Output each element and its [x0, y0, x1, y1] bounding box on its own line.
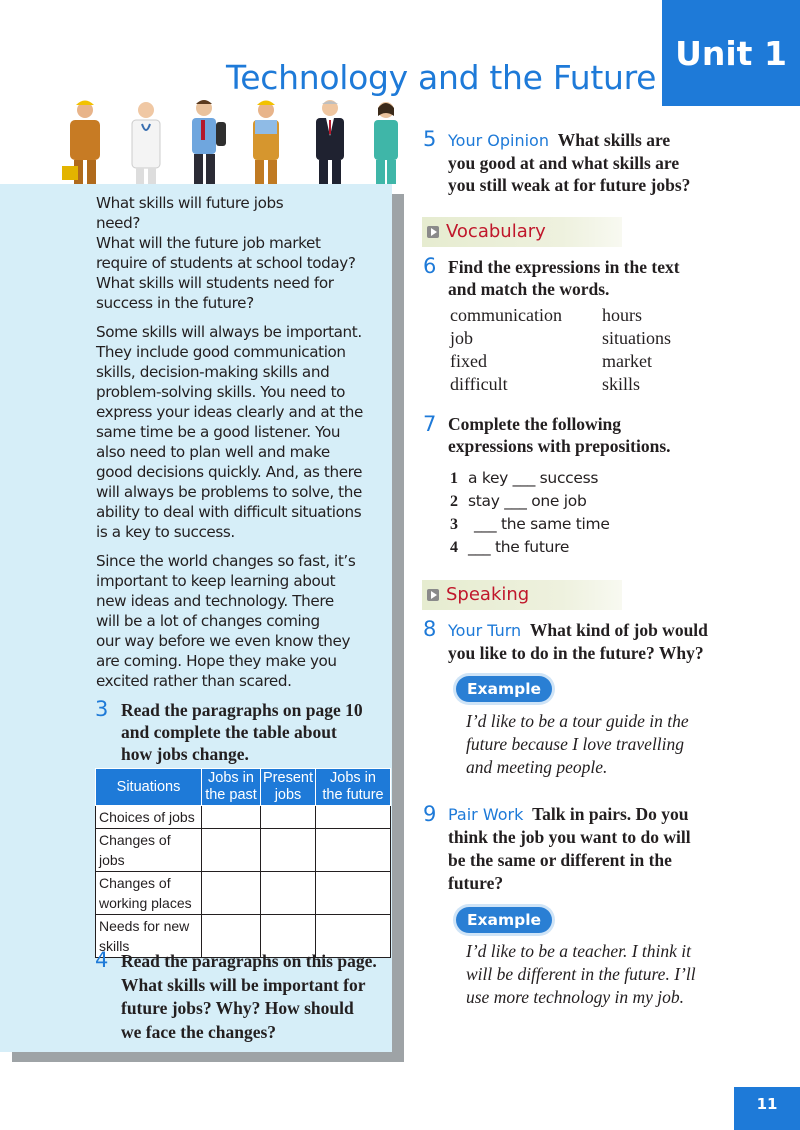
table-cell-situation: Changes of working places — [96, 872, 202, 915]
unit-badge — [662, 0, 800, 106]
question-3-text: Read the paragraphs on page 10 and complete the table about how jobs change. — [121, 700, 363, 764]
match-right-words — [602, 304, 671, 396]
doctor-figure — [132, 102, 160, 184]
question-7-text: Complete the following expressions with prepositions. — [448, 414, 671, 456]
list-item: 4 ___ the future — [450, 538, 570, 556]
play-icon — [427, 226, 439, 238]
preposition-list — [450, 467, 610, 559]
question-5-text: Your Opinion What skills are you good at and what skills are you still weak at for future jobs? — [448, 130, 691, 195]
table-cell-empty[interactable] — [261, 829, 316, 872]
table-cell-empty[interactable] — [202, 829, 261, 872]
table-cell-empty[interactable] — [316, 806, 391, 829]
header-situations: Situations — [96, 769, 202, 806]
page-title: Technology and the Future — [226, 58, 657, 97]
play-icon — [427, 589, 439, 601]
vocabulary-section-bar — [422, 217, 622, 247]
table-cell-empty[interactable] — [316, 829, 391, 872]
table-row — [96, 806, 391, 829]
changes-paragraph: Since the world changes so fast, it’s important to keep learning about new ideas and technology. There will be a lot of changes coming our way before we even know they are coming. Hope they make you excited rather than scared. — [96, 552, 356, 690]
match-word: difficult — [450, 374, 508, 394]
match-word: fixed — [450, 351, 487, 371]
header-future: Jobs in the future — [316, 769, 391, 806]
table-header-row — [96, 769, 391, 806]
question-9-text: Pair Work Talk in pairs. Do you think the job you want to do will be the same or different in the future? — [448, 804, 691, 893]
table-cell-situation: Needs for new skills — [96, 915, 202, 958]
table-cell-empty[interactable] — [261, 806, 316, 829]
list-item: 2 stay ___ one job — [450, 492, 587, 510]
question-8-text: Your Turn What kind of job would you like to do in the future? Why? — [448, 620, 708, 663]
skills-paragraph: Some skills will always be important. They include good communication skills, decision-making skills and problem-solving skills. You need to express your ideas clearly and at the same time be a good listener. You also need to plan well and make good decisions quickly. And, as there will always be problems to solve, the ability to deal with difficult situations is a key to success. — [96, 323, 363, 541]
match-word: skills — [602, 374, 641, 394]
example-text: I’d like to be a tour guide in the future because I love travelling and meeting people. — [466, 711, 689, 777]
your-opinion-label: Your Opinion — [448, 131, 549, 150]
question-7-number: 7 — [423, 412, 437, 436]
question-4-text: Read the paragraphs on this page. What skills will be important for future jobs? Why? How should we face the changes? — [121, 951, 377, 1042]
question-8-number: 8 — [423, 617, 437, 641]
table-cell-situation: Changes of jobs — [96, 829, 202, 872]
example-badge: Example — [456, 907, 552, 933]
intro-paragraph: What skills will future jobs need? What will the future job market require of students at school today? What skills will students need for success in the future? — [96, 194, 356, 312]
example-text: I’d like to be a teacher. I think it will be different in the future. I’ll use more technology in my job. — [466, 941, 696, 1007]
nurse-figure — [374, 102, 398, 184]
reading-text — [96, 193, 386, 700]
jobs-table — [95, 768, 391, 958]
question-4-number: 4 — [95, 948, 109, 972]
table-cell-empty[interactable] — [202, 872, 261, 915]
header-present: Present jobs — [261, 769, 316, 806]
question-3-number: 3 — [95, 697, 109, 721]
match-word: hours — [602, 305, 642, 325]
your-turn-label: Your Turn — [448, 621, 522, 640]
pair-work-label: Pair Work — [448, 805, 524, 824]
unit-label: Unit 1 — [675, 33, 787, 73]
speaking-section-bar — [422, 580, 622, 610]
match-word: communication — [450, 305, 562, 325]
vocabulary-title: Vocabulary — [446, 221, 546, 242]
table-cell-empty[interactable] — [316, 872, 391, 915]
table-row — [96, 872, 391, 915]
worker-figure — [62, 101, 100, 185]
header-past: Jobs in the past — [202, 769, 261, 806]
example-badge: Example — [456, 676, 552, 702]
builder-figure — [253, 101, 279, 185]
match-left-words — [450, 304, 562, 396]
match-word: situations — [602, 328, 672, 348]
businessman-figure — [316, 100, 344, 184]
list-item: 3 ___ the same time — [450, 515, 610, 533]
workers-illustration — [58, 96, 408, 186]
table-cell-empty[interactable] — [202, 806, 261, 829]
student-figure — [192, 100, 226, 184]
list-item: 1 a key ___ success — [450, 469, 599, 487]
table-cell-situation: Choices of jobs — [96, 806, 202, 829]
match-word: market — [602, 351, 652, 371]
speaking-title: Speaking — [446, 584, 530, 605]
question-6-number: 6 — [423, 254, 437, 278]
question-6-text: Find the expressions in the text and match the words. — [448, 257, 680, 299]
question-5-number: 5 — [423, 127, 437, 151]
match-word: job — [450, 328, 474, 348]
question-9-number: 9 — [423, 802, 437, 826]
table-cell-empty[interactable] — [261, 872, 316, 915]
table-row — [96, 829, 391, 872]
page-number: 11 — [734, 1087, 800, 1130]
